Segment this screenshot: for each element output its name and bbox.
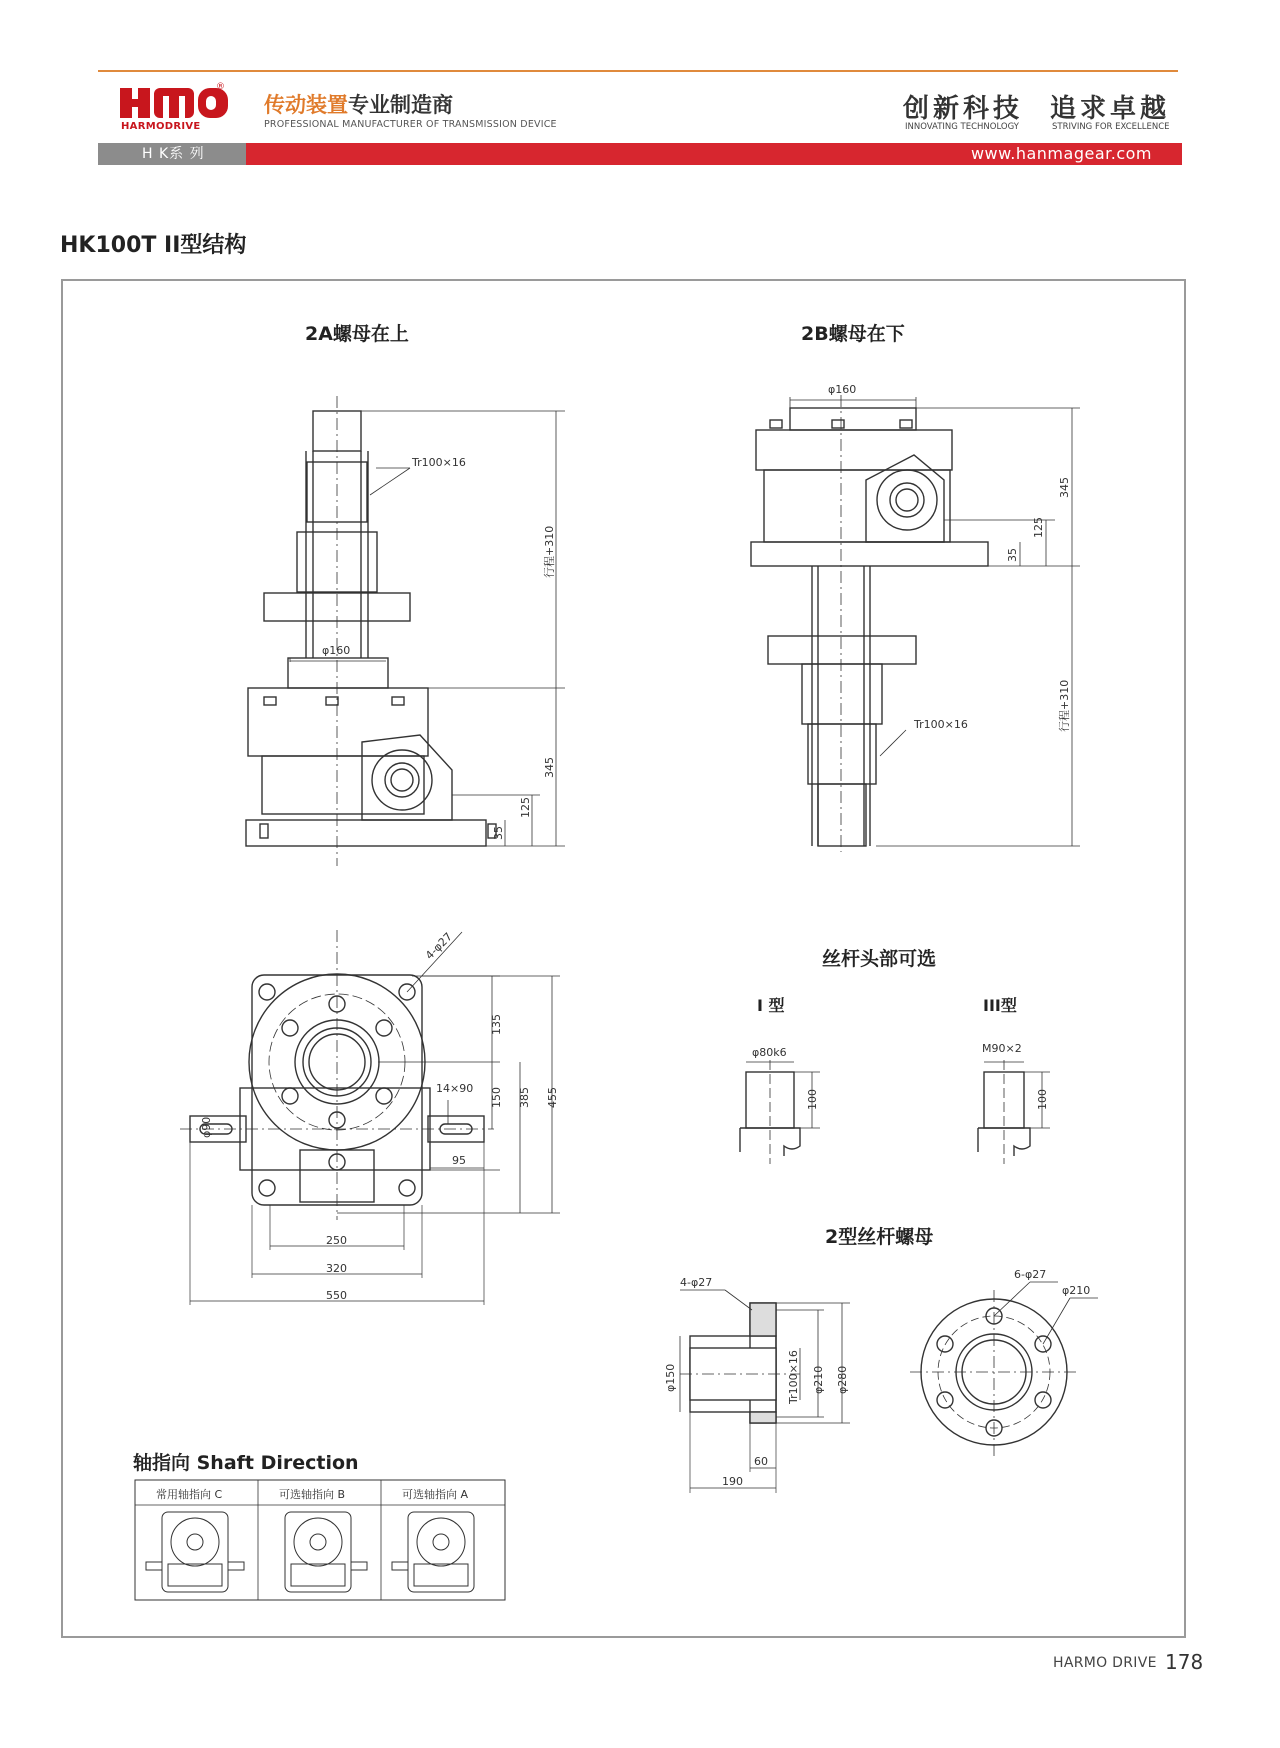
dim-2a-345: 345 [543,757,556,778]
view-2a-title: 2A螺母在上 [305,323,409,345]
dim-nut-phi210: φ210 [812,1365,825,1394]
nut-drawings [664,1268,1098,1493]
dim-nut-190: 190 [722,1475,743,1488]
logo-text: HARMODRIVE [121,121,201,132]
shaft-col-c: 常用轴指向 C [156,1488,223,1501]
nut-title: 2型丝杆螺母 [825,1226,934,1248]
page-number: 178 [1165,1650,1204,1674]
dim-type3-100: 100 [1036,1089,1049,1110]
dim-top-455: 455 [546,1087,559,1108]
dim-top-95: 95 [452,1154,466,1167]
shaft-direction-title: 轴指向 Shaft Direction [133,1452,359,1474]
page-title: HK100T II型结构 [60,233,247,258]
shaft-direction-table [135,1480,505,1600]
dim-top-4holes: 4-φ27 [422,930,455,963]
dim-nut-60: 60 [754,1455,768,1468]
view-top [180,930,560,1305]
dim-2b-345: 345 [1058,477,1071,498]
shaft-col-b: 可选轴指向 B [279,1488,346,1501]
dim-2b-stroke: 行程+310 [1058,679,1071,732]
dim-top-150: 150 [490,1087,503,1108]
slogan-innovating-en: INNOVATING TECHNOLOGY [905,122,1019,132]
screw-head-types [740,1042,1050,1164]
dim-2a-tr: Tr100×16 [412,456,466,469]
slogan-excellence-en: STRIVING FOR EXCELLENCE [1052,122,1170,132]
dim-2a-35: 35 [492,826,505,840]
dim-top-phi90: φ90 [200,1116,213,1138]
dim-top-550: 550 [326,1289,347,1302]
dim-nut-4holes: 4-φ27 [680,1276,713,1289]
dim-nut-phi280: φ280 [836,1365,849,1394]
dim-2b-tr: Tr100×16 [914,718,968,731]
shaft-col-a: 可选轴指向 A [402,1488,469,1501]
slogan-innovating-cn: 创新科技 [903,94,1024,124]
dim-type3-m90x2: M90×2 [982,1042,1022,1055]
dim-top-key: 14×90 [436,1082,474,1095]
slogan-excellence-cn: 追求卓越 [1050,94,1171,124]
dim-top-135: 135 [490,1014,503,1035]
registered-mark: ® [216,82,225,92]
dim-type1-100: 100 [806,1089,819,1110]
dim-2b-phi160: φ160 [828,383,857,396]
dim-type1-phi80k6: φ80k6 [752,1046,787,1059]
dim-top-385: 385 [518,1087,531,1108]
dim-2a-phi160: φ160 [322,644,351,657]
dim-2a-stroke: 行程+310 [543,525,556,578]
website-link[interactable]: www.hanmagear.com [970,144,1152,163]
dim-2b-35: 35 [1006,548,1019,562]
tagline-cn-orange: 传动装置 [264,93,348,117]
type1-title: I 型 [757,996,785,1015]
dim-nut-6holes: 6-φ27 [1014,1268,1047,1281]
type3-title: III型 [983,996,1017,1015]
view-2b [751,383,1080,852]
footer-brand: HARMO DRIVE [1053,1655,1157,1671]
dim-nut-phi150: φ150 [664,1363,677,1392]
dim-top-320: 320 [326,1262,347,1275]
dim-nut-phi210-face: φ210 [1062,1284,1091,1297]
dim-2b-125: 125 [1032,517,1045,538]
dim-nut-tr: Tr100×16 [787,1350,800,1404]
screw-head-title: 丝杆头部可选 [822,948,937,970]
view-2b-title: 2B螺母在下 [801,323,905,345]
dim-top-250: 250 [326,1234,347,1247]
tagline-en: PROFESSIONAL MANUFACTURER OF TRANSMISSION DEVICE [264,119,557,130]
view-2a [246,396,565,866]
tagline-cn-dark: 专业制造商 [348,93,453,117]
series-bar: H K系 列 [98,143,246,165]
dim-2a-125: 125 [519,797,532,818]
